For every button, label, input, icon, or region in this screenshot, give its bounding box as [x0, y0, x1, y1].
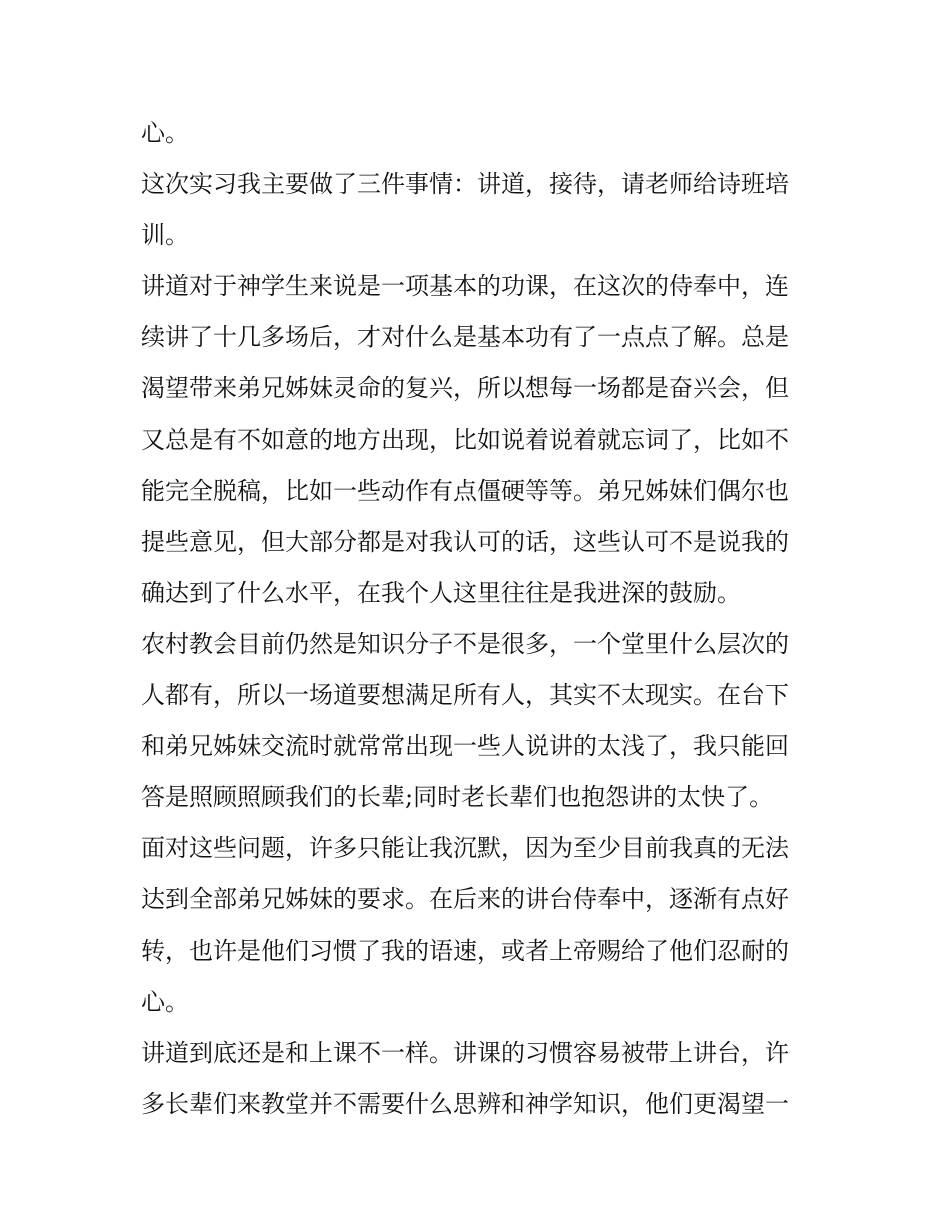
text-line: 能完全脱稿，比如一些动作有点僵硬等等。弟兄姊妹们偶尔也 [141, 476, 789, 505]
text-line: 转，也许是他们习惯了我的语速，或者上帝赐给了他们忍耐的 [141, 936, 789, 965]
text-line: 和弟兄姊妹交流时就常常出现一些人说讲的太浅了，我只能回 [141, 732, 789, 761]
text-line: 答是照顾照顾我们的长辈;同时老长辈们也抱怨讲的太快了。 [141, 783, 774, 812]
text-line: 面对这些问题，许多只能让我沉默，因为至少目前我真的无法 [141, 834, 789, 863]
text-line: 心。 [141, 119, 189, 147]
text-line: 提些意见，但大部分都是对我认可的话，这些认可不是说我的 [141, 527, 789, 556]
text-line: 续讲了十几多场后，才对什么是基本功有了一点点了解。总是 [141, 323, 789, 352]
text-line: 确达到了什么水平，在我个人这里往往是我进深的鼓励。 [141, 578, 741, 607]
document-body [141, 108, 811, 1130]
text-line: 又总是有不如意的地方出现，比如说着说着就忘词了，比如不 [141, 425, 789, 454]
text-line: 农村教会目前仍然是知识分子不是很多，一个堂里什么层次的 [141, 629, 789, 658]
text-line: 达到全部弟兄姊妹的要求。在后来的讲台侍奉中，逐渐有点好 [141, 885, 789, 914]
text-line: 这次实习我主要做了三件事情：讲道，接待，请老师给诗班培 [141, 170, 789, 199]
text-line: 渴望带来弟兄姊妹灵命的复兴，所以想每一场都是奋兴会，但 [141, 374, 789, 403]
text-line: 多长辈们来教堂并不需要什么思辨和神学知识，他们更渴望一 [141, 1089, 789, 1118]
text-line: 心。 [141, 987, 189, 1016]
text-line: 讲道到底还是和上课不一样。讲课的习惯容易被带上讲台，许 [141, 1038, 789, 1067]
text-line: 人都有，所以一场道要想满足所有人，其实不太现实。在台下 [141, 681, 789, 710]
text-line: 训。 [141, 221, 189, 250]
text-line: 讲道对于神学生来说是一项基本的功课，在这次的侍奉中，连 [141, 272, 789, 301]
